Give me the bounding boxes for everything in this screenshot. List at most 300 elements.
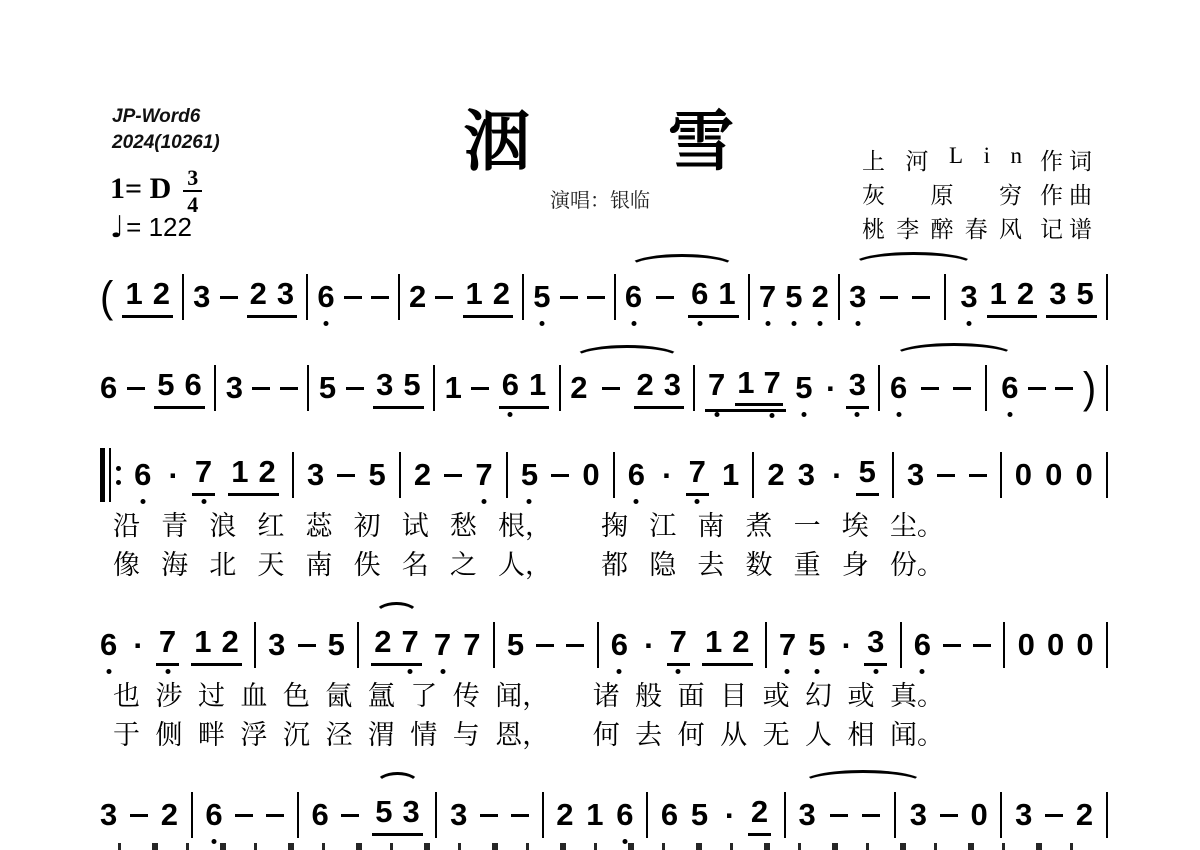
note [414, 457, 431, 493]
note [859, 454, 876, 490]
lyric-syllable: 般 [635, 681, 663, 711]
note-digit: 1 [444, 370, 462, 405]
beam-group [499, 367, 550, 409]
barline [399, 452, 401, 498]
note-digit: 3 [268, 627, 286, 662]
note [434, 627, 451, 663]
barline [1106, 274, 1108, 320]
note [134, 457, 151, 493]
barline [522, 274, 524, 320]
credit-name-char: 河 [905, 148, 929, 174]
note-digit: 1 [125, 276, 143, 311]
lyric-syllable: 之 [449, 550, 477, 580]
tempo-value: = 122 [126, 212, 192, 242]
lyric-syllable: 青 [161, 511, 189, 541]
beam-group [705, 365, 786, 412]
beam-group [228, 454, 279, 496]
note-digit: 6 [311, 797, 329, 832]
note [616, 797, 633, 833]
lyric-syllable: 闻。 [889, 720, 944, 750]
duration-dash [943, 644, 961, 647]
lyric-syllable: 红 [257, 511, 285, 541]
note-digit: 1 [737, 364, 755, 400]
credit-name-char: 风 [999, 216, 1022, 242]
credit-name-char: 上 [862, 148, 885, 174]
note-digit: 2 [492, 276, 510, 311]
barline [542, 792, 544, 838]
lyric-syllable: 情 [410, 720, 438, 750]
lyric-syllable: 泾 [325, 720, 353, 750]
lyric-syllable: 隐 [649, 550, 677, 580]
note-digit: 5 [1076, 276, 1094, 311]
barline [214, 365, 216, 411]
note [401, 624, 418, 660]
note [795, 370, 812, 406]
lyric-syllable: 与 [452, 720, 480, 750]
lyrics-line [113, 543, 944, 582]
note [466, 276, 483, 312]
credit-name [862, 177, 1022, 210]
low-octave-dot [765, 321, 770, 326]
lyrics-line [113, 504, 944, 543]
note-digit: 0 [1014, 457, 1032, 492]
rest-note [1047, 627, 1064, 663]
credit-name-char: 灰 [862, 182, 885, 208]
lyric-syllable: 埃 [841, 511, 869, 541]
note-digit: 0 [1017, 627, 1035, 662]
duration-dash [937, 474, 955, 477]
note [808, 627, 825, 663]
note [195, 454, 212, 490]
note [161, 797, 178, 833]
note [125, 276, 142, 312]
note-digit: 7 [194, 454, 213, 489]
beam-group [702, 624, 753, 666]
note [812, 279, 829, 315]
barline [892, 452, 894, 498]
credit-role: 作词 [1040, 148, 1098, 174]
duration-dash [830, 814, 848, 817]
duration-dash [280, 387, 298, 390]
song-title: 洇 雪 [464, 106, 736, 179]
note-digit: 0 [970, 797, 988, 832]
tie-slur-group [799, 792, 928, 838]
note [529, 367, 546, 403]
lyric-syllable: 传 [452, 681, 480, 711]
note-digit: 5 [808, 627, 826, 662]
beam-group [156, 624, 179, 666]
note-digit: 7 [758, 279, 777, 314]
note-digit: 7 [463, 627, 481, 662]
note [798, 457, 815, 493]
lyric-syllable: 何 [592, 720, 620, 750]
duration-dash [551, 474, 569, 477]
note-digit: 5 [520, 457, 539, 492]
barline [784, 792, 786, 838]
note [402, 794, 419, 830]
note [628, 457, 645, 493]
beam-group [1046, 276, 1097, 318]
note-digit: 6 [627, 457, 646, 492]
note-digit: 2 [556, 797, 574, 832]
lyric-syllable: 或 [847, 681, 875, 711]
lyric-syllable: 浪 [209, 511, 237, 541]
note [910, 797, 927, 833]
barline [433, 365, 435, 411]
note-digit: 7 [433, 627, 452, 662]
augmentation-dot: · [825, 370, 837, 406]
note [507, 627, 524, 663]
duration-dash [921, 387, 939, 390]
note-digit: 3 [907, 457, 925, 492]
note-digit: 0 [1075, 457, 1093, 492]
barline [693, 365, 695, 411]
duration-dash [953, 387, 971, 390]
beam-group [371, 624, 422, 666]
note [732, 624, 749, 660]
key-label: 1= D [110, 172, 172, 205]
beam-group [154, 367, 205, 409]
duration-dash [127, 387, 145, 390]
lyric-syllable: 人 [805, 720, 833, 750]
notation-line-4 [100, 617, 1108, 673]
duration-dash [1045, 814, 1063, 817]
note [259, 454, 276, 490]
note [100, 627, 117, 663]
barline [765, 622, 767, 668]
note-digit: 5 [506, 627, 525, 662]
note-digit: 3 [848, 367, 866, 402]
credit-name [862, 211, 1022, 244]
notation-line-3 [100, 447, 1108, 503]
note-digit: 7 [669, 624, 687, 659]
note [718, 276, 735, 312]
note [737, 365, 754, 401]
lyric-syllable: 试 [401, 511, 429, 541]
note [767, 457, 784, 493]
note-digit: 3 [909, 797, 928, 832]
repeat-dots [116, 466, 121, 485]
note-digit: 6 [501, 367, 520, 402]
note [368, 457, 385, 493]
beam-group [748, 794, 771, 836]
note-digit: 1 [586, 797, 604, 832]
note [664, 367, 681, 403]
lyric-syllable: 海 [161, 550, 189, 580]
low-octave-dot [855, 321, 860, 326]
lyric-syllable: 身 [841, 550, 869, 580]
note [403, 367, 420, 403]
credit-name-char: L [949, 142, 964, 168]
note [502, 367, 519, 403]
note-digit: 3 [100, 797, 118, 832]
lyric-syllable: 名 [401, 550, 429, 580]
barline [1106, 452, 1108, 498]
note [521, 457, 538, 493]
note [708, 367, 725, 403]
note-digit: 6 [1001, 370, 1019, 405]
lyric-syllable: 无 [762, 720, 790, 750]
duration-dash [656, 296, 674, 299]
barline [493, 622, 495, 668]
lyric-syllable: 天 [257, 550, 285, 580]
duration-dash [880, 296, 898, 299]
lyric-syllable: 面 [677, 681, 705, 711]
note-digit: 5 [403, 367, 421, 402]
note-digit: 2 [636, 367, 654, 402]
performer-line: 演唱：银临 [550, 190, 650, 212]
tie-slur-group [625, 276, 739, 318]
rest-note [1015, 457, 1032, 493]
duration-dash [1055, 387, 1073, 390]
note [785, 279, 802, 315]
beam-group [634, 367, 685, 409]
note [184, 367, 201, 403]
low-octave-dot [631, 321, 636, 326]
duration-dash [536, 644, 554, 647]
augmentation-dot: · [841, 627, 852, 663]
beam-group [856, 454, 879, 496]
barline [597, 622, 599, 668]
note [611, 627, 628, 663]
note [153, 276, 170, 312]
tie-slur-group [849, 274, 978, 320]
close-paren: ) [1082, 363, 1097, 413]
lyric-syllable: 都 [601, 550, 629, 580]
note-digit: 5 [785, 279, 803, 314]
repeat-thick-bar [100, 448, 105, 502]
note [1049, 276, 1066, 312]
lyric-syllable: 份。 [889, 550, 944, 580]
note-digit: 7 [778, 627, 797, 662]
rest-note [1018, 627, 1035, 663]
augmentation-dot: · [832, 457, 843, 493]
note [799, 797, 816, 833]
low-octave-dot [714, 412, 719, 417]
note [374, 624, 391, 660]
lyric-syllable: 侧 [155, 720, 183, 750]
note-digit: 7 [401, 624, 419, 659]
time-numerator: 3 [183, 166, 202, 192]
lyric-syllable: 氲 [367, 681, 395, 711]
beam-group [846, 367, 869, 409]
note [205, 797, 222, 833]
note-digit: 6 [100, 370, 118, 405]
note-digit: 5 [858, 454, 876, 489]
barline [506, 452, 508, 498]
lyrics-line [113, 674, 944, 713]
note [691, 276, 708, 312]
duration-dash [220, 296, 238, 299]
barline [752, 452, 754, 498]
beam-group [686, 454, 709, 496]
note-digit: 6 [624, 279, 643, 314]
note-digit: 5 [157, 367, 175, 402]
barline [838, 274, 840, 320]
beam-group [192, 454, 215, 496]
note [268, 627, 285, 663]
note [586, 797, 603, 833]
lyric-syllable: 根， [498, 511, 552, 541]
lyric-syllable: 也 [113, 681, 140, 711]
duration-dash [912, 296, 930, 299]
note [307, 457, 324, 493]
lyric-syllable: 佚 [353, 550, 381, 580]
lyric-syllable: 南 [305, 550, 333, 580]
barline [254, 622, 256, 668]
duration-dash [435, 296, 453, 299]
rest-note [582, 457, 599, 493]
lyric-syllable: 蕊 [305, 511, 333, 541]
lyric-syllable: 去 [697, 550, 725, 580]
beam-group [864, 624, 887, 666]
note-digit: 2 [811, 279, 829, 314]
augmentation-dot: · [724, 797, 736, 833]
rest-note [970, 797, 987, 833]
barline [1106, 792, 1108, 838]
barline [292, 452, 294, 498]
note [556, 797, 573, 833]
note-digit: 5 [318, 370, 337, 405]
lyric-syllable: 北 [209, 550, 237, 580]
note [376, 367, 393, 403]
open-paren: ( [100, 272, 114, 322]
note-digit: 2 [570, 370, 588, 405]
note [849, 279, 866, 315]
credit-name-char: 原 [930, 182, 954, 208]
tie-slur-group [371, 624, 422, 666]
note-digit: 0 [1045, 457, 1063, 492]
beam-group [372, 794, 423, 836]
note [277, 276, 294, 312]
note [570, 370, 587, 406]
note-digit: 5 [327, 627, 345, 662]
note [409, 279, 426, 315]
note [157, 367, 174, 403]
notation-line-5 [100, 787, 1108, 843]
note-digit: 3 [276, 276, 295, 311]
note-digit: 2 [152, 276, 170, 311]
rest-note [1076, 627, 1093, 663]
note-digit: 3 [797, 457, 816, 492]
lyric-syllable: 真。 [889, 681, 944, 711]
note [159, 624, 176, 660]
note-digit: 3 [849, 279, 867, 314]
lyric-syllable: 目 [720, 681, 748, 711]
duration-dash [471, 387, 489, 390]
low-octave-dot [791, 321, 796, 326]
barline [646, 792, 648, 838]
low-octave-dot [323, 321, 328, 326]
credit-name [862, 143, 1022, 176]
note-digit: 3 [798, 797, 816, 832]
note-digit: 6 [317, 279, 335, 314]
duration-dash [252, 387, 270, 390]
note-digit: 2 [409, 279, 427, 314]
lyric-syllable: 恩， [495, 720, 550, 750]
duration-dash [341, 814, 359, 817]
note-digit: 2 [249, 276, 267, 311]
note [960, 279, 977, 315]
note-digit: 3 [193, 279, 211, 314]
note [867, 624, 884, 660]
note-digit: 1 [465, 276, 483, 311]
notation-line-2 [100, 360, 1108, 416]
lyric-syllable: 渭 [367, 720, 395, 750]
note-digit: 2 [750, 794, 769, 829]
lyric-syllable: 南 [697, 511, 725, 541]
note-digit: 6 [913, 627, 931, 662]
beam-group [463, 276, 514, 318]
credit-name-char: 醉 [930, 216, 954, 242]
credit-name-char: 桃 [862, 216, 885, 242]
lyric-syllable: 江 [649, 511, 677, 541]
note-digit: 6 [691, 276, 709, 311]
note [226, 370, 243, 406]
note [751, 794, 768, 830]
generator-version: 2024(10261) [112, 131, 220, 153]
low-octave-dot [697, 321, 702, 326]
note-digit: 1 [529, 367, 547, 402]
note [689, 454, 706, 490]
note-digit: 6 [610, 627, 628, 662]
note-digit: 7 [688, 454, 706, 489]
barline [878, 365, 880, 411]
credit-name-char: 春 [964, 216, 988, 242]
note-digit: 1 [231, 454, 249, 489]
barline [1106, 622, 1108, 668]
barline [1003, 622, 1005, 668]
duration-dash [862, 814, 880, 817]
note-digit: 2 [413, 457, 432, 492]
duration-dash [602, 387, 620, 390]
note [463, 627, 480, 663]
lyric-syllable: 浮 [240, 720, 268, 750]
note-digit: 7 [158, 624, 177, 659]
note-digit: 3 [450, 797, 468, 832]
beam-group [373, 367, 424, 409]
repeat-thin-bar [109, 448, 111, 502]
credit-name-char: 李 [896, 216, 920, 242]
note [100, 370, 117, 406]
repeat-begin-sign [100, 448, 121, 502]
low-octave-dot [508, 412, 513, 417]
lyric-syllable: 从 [720, 720, 748, 750]
note-digit: 3 [402, 794, 420, 829]
credit-name-char: n [1010, 142, 1022, 168]
time-signature [183, 166, 202, 216]
duration-dash [480, 814, 498, 817]
lyric-syllable: 色 [282, 681, 310, 711]
low-octave-dot [539, 321, 544, 326]
note-digit: 2 [1075, 797, 1094, 832]
lyric-syllable: 闻， [495, 681, 550, 711]
note-digit: 0 [1046, 627, 1065, 662]
notation-line-1 [100, 269, 1108, 325]
note [763, 365, 780, 401]
lyric-syllable: 幻 [805, 681, 833, 711]
low-octave-dot [966, 321, 971, 326]
lyric-syllable: 相 [847, 720, 875, 750]
barline [748, 274, 750, 320]
augmentation-dot: · [168, 457, 179, 493]
note [779, 627, 796, 663]
credit-row [862, 142, 1098, 176]
barline [435, 792, 437, 838]
lyric-syllable: 沿 [113, 511, 140, 541]
note-digit: 2 [732, 624, 750, 659]
low-octave-dot [770, 413, 775, 418]
